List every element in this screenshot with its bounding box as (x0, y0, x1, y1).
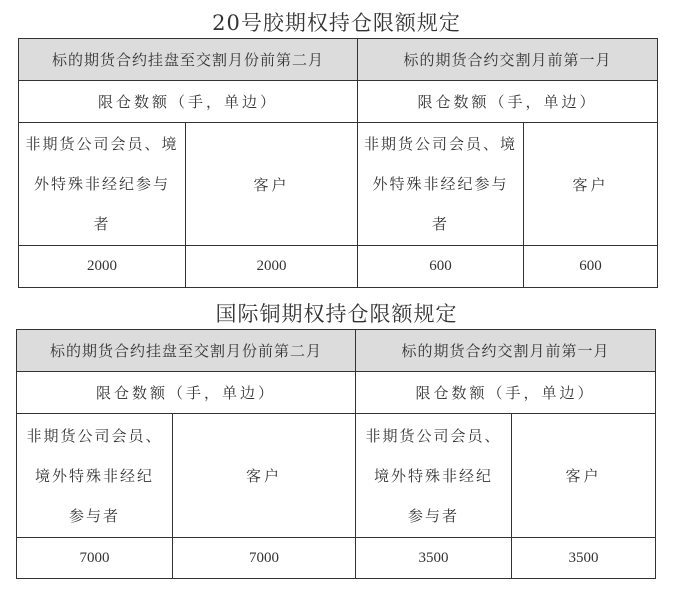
category-line: 外特殊非经纪参与 (372, 175, 509, 193)
table-title-nr-options: 20号胶期权持仓限额规定 (212, 11, 461, 35)
limit-value: 7000 (173, 538, 356, 579)
period-header-second-month: 标的期货合约挂盘至交割月份前第二月 (19, 39, 358, 81)
limit-subheader: 限仓数额（手，单边） (17, 372, 356, 414)
category-line: 非期货公司会员、境 (364, 135, 518, 153)
limit-value: 7000 (17, 538, 173, 579)
table-title-bc-options: 国际铜期权持仓限额规定 (215, 302, 458, 326)
position-limit-table-nr (18, 38, 658, 288)
limit-value: 2000 (186, 246, 358, 288)
period-header-first-month: 标的期货合约交割月前第一月 (358, 39, 658, 81)
category-line: 境外特殊非经纪 (34, 466, 154, 485)
category-non-futures-member (358, 123, 524, 246)
category-line: 境外特殊非经纪 (374, 466, 494, 485)
period-header-second-month: 标的期货合约挂盘至交割月份前第二月 (17, 330, 356, 372)
category-client: 客户 (512, 414, 656, 538)
limit-value: 3500 (356, 538, 512, 579)
category-line: 参与者 (68, 506, 120, 525)
category-non-futures-member (17, 414, 173, 538)
category-line: 非期货公司会员、境 (25, 135, 179, 153)
category-line: 者 (432, 215, 450, 233)
limit-value: 3500 (512, 538, 656, 579)
category-non-futures-member (19, 123, 186, 246)
category-line: 外特殊非经纪参与 (33, 175, 170, 193)
category-line: 参与者 (408, 506, 460, 525)
category-line: 非期货公司会员、 (26, 426, 163, 445)
limit-subheader: 限仓数额（手，单边） (19, 81, 358, 123)
category-line: 者 (93, 215, 111, 233)
limit-subheader: 限仓数额（手，单边） (358, 81, 658, 123)
limit-value: 600 (524, 246, 658, 288)
limit-value: 2000 (19, 246, 186, 288)
period-header-first-month: 标的期货合约交割月前第一月 (356, 330, 656, 372)
limit-value: 600 (358, 246, 524, 288)
category-client: 客户 (186, 123, 358, 246)
category-non-futures-member (356, 414, 512, 538)
category-line: 非期货公司会员、 (365, 426, 502, 445)
limit-subheader: 限仓数额（手，单边） (356, 372, 656, 414)
category-client: 客户 (173, 414, 356, 538)
category-client: 客户 (524, 123, 658, 246)
position-limit-table-bc (16, 329, 656, 579)
